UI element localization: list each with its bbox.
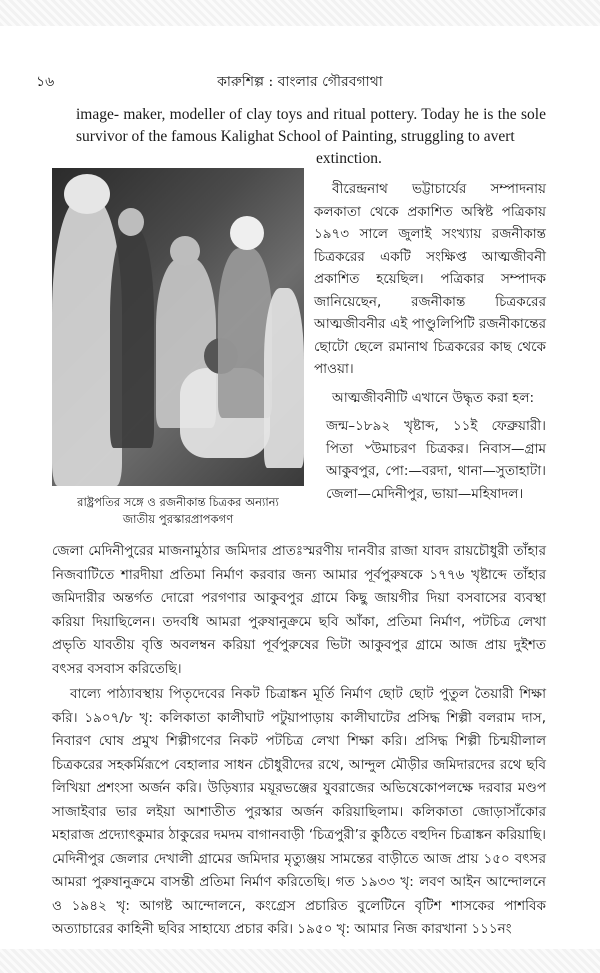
photo-figure-right [264,288,304,468]
page-number: ১৬ [36,74,55,90]
body-text [52,540,546,942]
intro-last-word: extinction. [316,150,382,167]
figure [52,168,304,524]
photo-head [118,208,144,236]
photo-head [64,174,110,214]
quote-intro: আত্মজীবনীটি এখানে উদ্ধৃত করা হল: [332,389,535,406]
page-edge-bottom [0,949,600,973]
running-title: কারুশিল্প : বাংলার গৌরবগাথা [217,74,383,90]
figure-caption [52,494,304,528]
intro-english-text [76,104,546,170]
group-photograph [52,168,304,486]
right-column-text [314,178,546,505]
paragraph: বাল্যে পাঠ্যাবস্থায় পিতৃদেবের নিকট চিত্রাঙ্কন মূর্তি নির্মাণ ছোট ছোট পুতুল তৈয়ারী শিক্ষা করি। ১৯০৭/৮ খৃ: কলিকাতা কালীঘাট পটুয়াপাড়ায় কালীঘাটের প্রসিদ্ধ শিল্পী বলরাম দাস, নিবারণ ঘোষ প্রমুখ শিল্পীগণের নিকট পটচিত্র লেখা শিক্ষা করি। প্রসিদ্ধ শিল্পী চিন্ময়ীলাল চিত্রকরের সহকর্মিরূপে বেহালার সাধন চৌধুরীদের রথে, আন্দুল মৌড়ীর জমিদারদের রথে ছবি লিখিয়া প্রশংসা অর্জন করি। উড়িষ্যার ময়ূরভঞ্জের যুবরাজের অভিষেকোপলক্ষে দরবার মণ্ডপ সাজাইবার ভার লইয়া আশাতীত পুরস্কার অর্জন করিয়াছিলাম। কলিকাতা জোড়াসাঁকোর মহারাজ প্রদ্যোৎকুমার ঠাকুরের দমদম বাগানবাড়ী ‘চিত্রপুরী’র কুঠিতে বহুদিন চিত্রাঙ্কন করিয়াছি। মেদিনীপুর জেলার দেখালী গ্রামের জমিদার মৃত্যুঞ্জয় সামন্তের বাড়ীতে আজ প্রায় ১৫০ বৎসর আমরা পুরুষানুক্রমে বাসন্তী প্রতিমা নির্মাণ করিতেছি। গত ১৯৩৩ খৃ: লবণ আইন আন্দোলনে ও ১৯৪২ খৃ: আগষ্ট আন্দোলনে, কংগ্রেস প্রচারিত বুলেটিনে বৃটিশ শাসকের পাশবিক অত্যাচারের কাহিনী ছবির সাহায্যে প্রচার করি। ১৯৫০ খৃ: আমার নিজ কারখানা ১১১নং [52,686,546,937]
intro-line: image- maker, modeller of clay toys and ritual pottery. Today he is the sole survivor of the famous Kalighat School of Painting, struggling to avert [76,106,546,145]
photo-head [230,216,264,250]
paragraph: বীরেন্দ্রনাথ ভট্টাচার্যের সম্পাদনায় কলকাতা থেকে প্রকাশিত অস্বিষ্ট পত্রিকায় ১৯৭৩ সালে জুলাই সংখ্যায় রজনীকান্ত চিত্রকরের একটি সংক্ষিপ্ত আত্মজীবনী প্রকাশিত হয়েছিল। পত্রিকার সম্পাদক জানিয়েছেন, রজনীকান্ত চিত্রকরের আত্মজীবনীর এই পাণ্ডুলিপিটি রজনীকান্তের ছোটো ছেলে রমানাথ চিত্রকরের কাছ থেকে পাওয়া। [314,181,546,377]
page-header [36,70,564,90]
book-page [36,26,564,949]
photo-head [170,236,200,266]
photo-figure [110,228,154,448]
caption-line: রাষ্ট্রপতির সঙ্গে ও রজনীকান্ত চিত্রকর অন্যান্য [77,495,279,509]
page-edge-top [0,0,600,26]
caption-line: জাতীয় পুরস্কারপ্রাপকগণ [122,512,234,526]
paragraph: জেলা মেদিনীপুরের মাজনামুঠার জমিদার প্রাতঃস্মরণীয় দানবীর রাজা যাবদ রায়চৌধুরী তাঁহার নিজবাটিতে শারদীয়া প্রতিমা নির্মাণ করবার জন্য আমার পূর্বপুরুষকে ১৭৭৬ খৃষ্টাব্দে তাঁহার জমিদারীর অন্তর্গত দোরো পরগণার আকুবপুর গ্রামে কিছু জায়গীর দিয়া বসবাসের ব্যবস্থা করিয়া দিয়াছিলেন। তদবধি আমরা পুরুষানুক্রমে ছবি আঁকা, প্রতিমা নির্মাণ, পটচিত্র লেখা প্রভৃতি যাবতীয় বৃত্তি অবলম্বন করিয়া পূর্বপুরুষের ভিটা আকুবপুর গ্রামে আজ প্রায় দুইশত বৎসর বসবাস করিতেছি। [52,543,546,677]
bio-block: জন্ম–১৮৯২ খৃষ্টাব্দ, ১১ই ফেব্রুয়ারী। পিতা ৺উমাচরণ চিত্রকর। নিবাস—গ্রাম আকুবপুর, পো:—বরদা, থানা—সুতাহাটা। জেলা—মেদিনীপুর, ভায়া—মহিষাদল। [326,418,546,502]
